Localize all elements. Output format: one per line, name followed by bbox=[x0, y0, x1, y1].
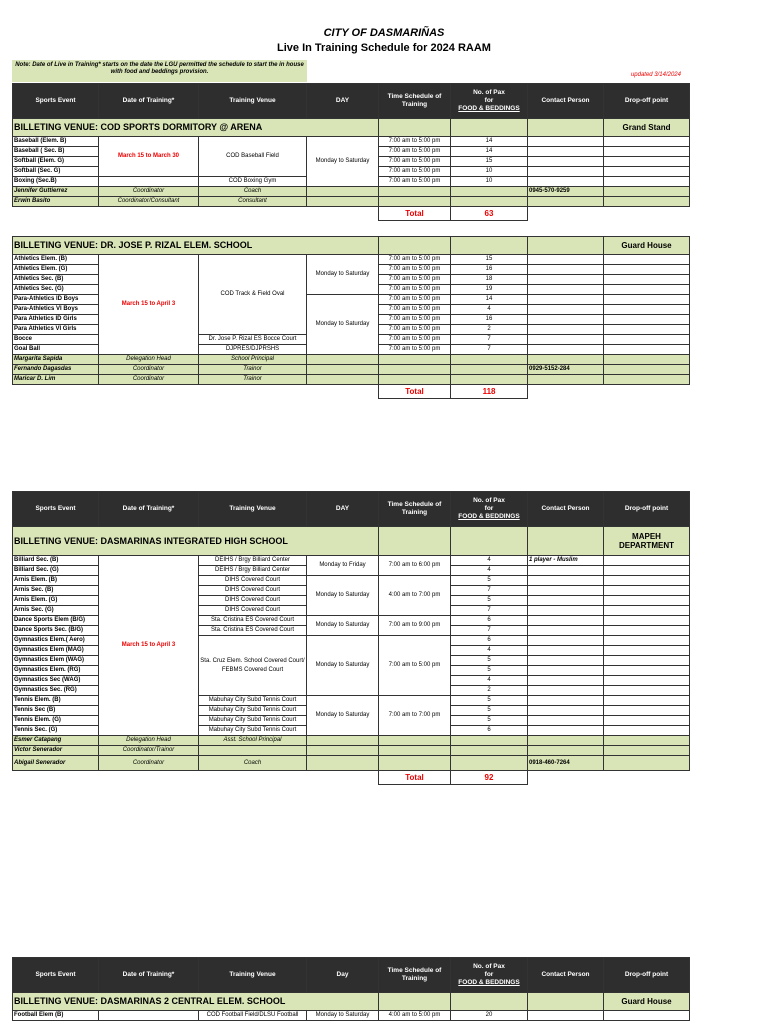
table-row: Gymnastics Sec. (RG) 2 bbox=[13, 686, 690, 696]
table-row: Dance Sports Elem (B/G) Sta. Cristina ES Covered Court Monday to Saturday 7:00 am to 9:00 pm 6 bbox=[13, 616, 690, 626]
schedule-table-2 bbox=[12, 236, 690, 399]
col-venue: Training Venue bbox=[199, 84, 307, 119]
total-label: Total bbox=[379, 207, 451, 221]
table-row: Baseball ( Sec. B) 7:00 am to 5:00 pm 14 bbox=[13, 147, 690, 157]
col-time: Time Schedule of Training bbox=[379, 84, 451, 119]
training-date: March 15 to April 3 bbox=[99, 255, 199, 355]
table-row: Softball (Sec. G) 7:00 am to 5:00 pm 10 bbox=[13, 167, 690, 177]
table-row: Arnis Elem. (G) DIHS Covered Court 5 bbox=[13, 596, 690, 606]
training-date: March 15 to March 30 bbox=[99, 137, 199, 177]
dropoff-point: Guard House bbox=[604, 237, 690, 255]
total-row bbox=[13, 207, 690, 221]
table-row: Boxing (Sec.B) COD Boxing Gym 7:00 am to 5:00 pm 10 bbox=[13, 177, 690, 187]
table-row: Tennis Sec (B) Mabuhay City Subd Tennis Court 5 bbox=[13, 706, 690, 716]
billeting-row bbox=[13, 993, 690, 1011]
table-row: Bocce Dr. Jose P. Rizal ES Bocce Court 7:00 am to 5:00 pm 7 bbox=[13, 335, 690, 345]
col-contact: Contact Person bbox=[528, 84, 604, 119]
col-pax: No. of Pax for FOOD & BEDDINGS bbox=[451, 958, 528, 993]
col-contact: Contact Person bbox=[528, 492, 604, 527]
schedule-table-4 bbox=[12, 957, 690, 1021]
dropoff-point: Grand Stand bbox=[604, 119, 690, 137]
schedule-table-1 bbox=[12, 83, 690, 221]
table-row: Softball (Elem. G) 7:00 am to 5:00 pm 15 bbox=[13, 157, 690, 167]
table-row: Athletics Sec. (B) 7:00 am to 5:00 pm 18 bbox=[13, 275, 690, 285]
table-row: Dance Sports Sec. (B/G) Sta. Cristina ES Covered Court 7 bbox=[13, 626, 690, 636]
table-row: Baseball (Elem. B) March 15 to March 30 COD Baseball Field Monday to Saturday 7:00 am to 5:00 pm 14 bbox=[13, 137, 690, 147]
col-venue: Training Venue bbox=[199, 492, 307, 527]
dropoff-point: Guard House bbox=[604, 993, 690, 1011]
col-date: Date of Training* bbox=[99, 492, 199, 527]
billeting-row bbox=[13, 527, 690, 556]
total-label: Total bbox=[379, 385, 451, 399]
table-header bbox=[13, 958, 690, 993]
col-time: Time Schedule of Training bbox=[379, 958, 451, 993]
col-event: Sports Event bbox=[13, 958, 99, 993]
table-row: Athletics Elem. (B) March 15 to April 3 COD Track & Field Oval Monday to Saturday 7:00 am to 5:00 pm 15 bbox=[13, 255, 690, 265]
contact-number: 0929-5152-284 bbox=[528, 365, 604, 375]
col-date: Date of Training* bbox=[99, 958, 199, 993]
billeting-venue: BILLETING VENUE: COD SPORTS DORMITORY @ ARENA bbox=[13, 119, 379, 137]
col-dropoff: Drop-off point bbox=[604, 958, 690, 993]
col-dropoff: Drop-off point bbox=[604, 492, 690, 527]
table-row: Tennis Elem. (B) Mabuhay City Subd Tennis Court Monday to Saturday 7:00 am to 7:00 pm 5 bbox=[13, 696, 690, 706]
col-day: Day bbox=[307, 958, 379, 993]
table-row: Athletics Elem. (G) 7:00 am to 5:00 pm 16 bbox=[13, 265, 690, 275]
table-row: Goal Ball DJPRES/DJPRSHS 7:00 am to 5:00 pm 7 bbox=[13, 345, 690, 355]
city-title: CITY OF DASMARIÑAS bbox=[323, 27, 445, 39]
table-row: Arnis Sec. (G) DIHS Covered Court 7 bbox=[13, 606, 690, 616]
total-row bbox=[13, 771, 690, 785]
coordinator-row: Esmer Catapang Delegation Head Asst. School Principal bbox=[13, 736, 690, 746]
col-pax: No. of Pax for FOOD & BEDDINGS bbox=[451, 492, 528, 527]
billeting-row bbox=[13, 237, 690, 255]
col-day: DAY bbox=[307, 492, 379, 527]
billeting-venue: BILLETING VENUE: DR. JOSE P. RIZAL ELEM. SCHOOL bbox=[13, 237, 379, 255]
table-row: Arnis Elem. (B) DIHS Covered Court Monday to Saturday 4:00 am to 7:00 pm 5 bbox=[13, 576, 690, 586]
col-day: DAY bbox=[307, 84, 379, 119]
col-event: Sports Event bbox=[13, 84, 99, 119]
table-row: Gymnastics Sec (WAG) 4 bbox=[13, 676, 690, 686]
coordinator-row: Margarita Sapida Delegation Head School Principal bbox=[13, 355, 690, 365]
coordinator-row: Erwin Basito Coordinator/Consultant Consultant bbox=[13, 197, 690, 207]
table-row: Para Athletics VI Girls 7:00 am to 5:00 pm 2 bbox=[13, 325, 690, 335]
contact-number: 0918-460-7264 bbox=[528, 756, 604, 771]
table-row: Billiard Sec. (B) March 15 to April 3 DEIHS / Brgy Billiard Center Monday to Friday 7:00 am to 6:00 pm 4 1 player - Muslim bbox=[13, 556, 690, 566]
table-header bbox=[13, 492, 690, 527]
coordinator-row: Fernando Dagasdas Coordinator Trainor 0929-5152-284 bbox=[13, 365, 690, 375]
table-row: Para-Athletics ID Boys Monday to Saturday 7:00 am to 5:00 pm 14 bbox=[13, 295, 690, 305]
col-event: Sports Event bbox=[13, 492, 99, 527]
billeting-row bbox=[13, 119, 690, 137]
page-title: Live In Training Schedule for 2024 RAAM bbox=[277, 42, 491, 54]
table-row: Gymnastics Elem (WAG) 5 bbox=[13, 656, 690, 666]
total-label: Total bbox=[379, 771, 451, 785]
col-venue: Training Venue bbox=[199, 958, 307, 993]
coordinator-row: Maricar D. Lim Coordinator Trainor bbox=[13, 375, 690, 385]
table-row: Gymnastics Elem.( Aero) Sta. Cruz Elem. School Covered Court/ FEBMS Covered Court Monday to Saturday 7:00 am to 5:00 pm 6 bbox=[13, 636, 690, 646]
table-row: Football Elem (B) COD Football Field/DLSU Football Monday to Saturday 4:00 am to 5:00 pm 20 bbox=[13, 1011, 690, 1021]
table-row: Billiard Sec. (G) DEIHS / Brgy Billiard Center 4 bbox=[13, 566, 690, 576]
total-row bbox=[13, 385, 690, 399]
coordinator-row: Abigail Senerador Coordinator Coach 0918-460-7264 bbox=[13, 756, 690, 771]
note-box: Note: Date of Live in Training* starts on the date the LGU permitted the schedule to start the in house with food and beddings provision. bbox=[12, 60, 307, 82]
col-time: Time Schedule of Training bbox=[379, 492, 451, 527]
table-row: Gymnastics Elem. (RG) 5 bbox=[13, 666, 690, 676]
dropoff-point: MAPEH DEPARTMENT bbox=[604, 527, 690, 556]
col-date: Date of Training* bbox=[99, 84, 199, 119]
contact-number: 0945-570-9259 bbox=[528, 187, 604, 197]
total-value: 118 bbox=[451, 385, 528, 399]
col-contact: Contact Person bbox=[528, 958, 604, 993]
table-row: Tennis Elem. (G) Mabuhay City Subd Tennis Court 5 bbox=[13, 716, 690, 726]
billeting-venue: BILLETING VENUE: DASMARINAS 2 CENTRAL ELEM. SCHOOL bbox=[13, 993, 379, 1011]
col-pax: No. of Pax for FOOD & BEDDINGS bbox=[451, 84, 528, 119]
billeting-venue: BILLETING VENUE: DASMARINAS INTEGRATED HIGH SCHOOL bbox=[13, 527, 379, 556]
total-value: 63 bbox=[451, 207, 528, 221]
total-value: 92 bbox=[451, 771, 528, 785]
table-row: Arnis Sec. (B) DIHS Covered Court 7 bbox=[13, 586, 690, 596]
table-row: Athletics Sec. (G) 7:00 am to 5:00 pm 19 bbox=[13, 285, 690, 295]
table-row: Gymnastics Elem (MAG) 4 bbox=[13, 646, 690, 656]
col-dropoff: Drop-off point bbox=[604, 84, 690, 119]
training-date: March 15 to April 3 bbox=[99, 556, 199, 736]
coordinator-row: Jennifer Guttierrez Coordinator Coach 0945-570-9259 bbox=[13, 187, 690, 197]
coordinator-row: Victor Senerador Coordinator/Trainor bbox=[13, 746, 690, 756]
schedule-table-3 bbox=[12, 491, 690, 785]
updated-label: updated 3/14/2024 bbox=[630, 72, 681, 78]
table-row: Para Athletics ID Girls 7:00 am to 5:00 pm 16 bbox=[13, 315, 690, 325]
table-row: Tennis Sec. (G) Mabuhay City Subd Tennis Court 6 bbox=[13, 726, 690, 736]
table-header bbox=[13, 84, 690, 119]
table-row: Para-Athletics VI Boys 7:00 am to 5:00 pm 4 bbox=[13, 305, 690, 315]
